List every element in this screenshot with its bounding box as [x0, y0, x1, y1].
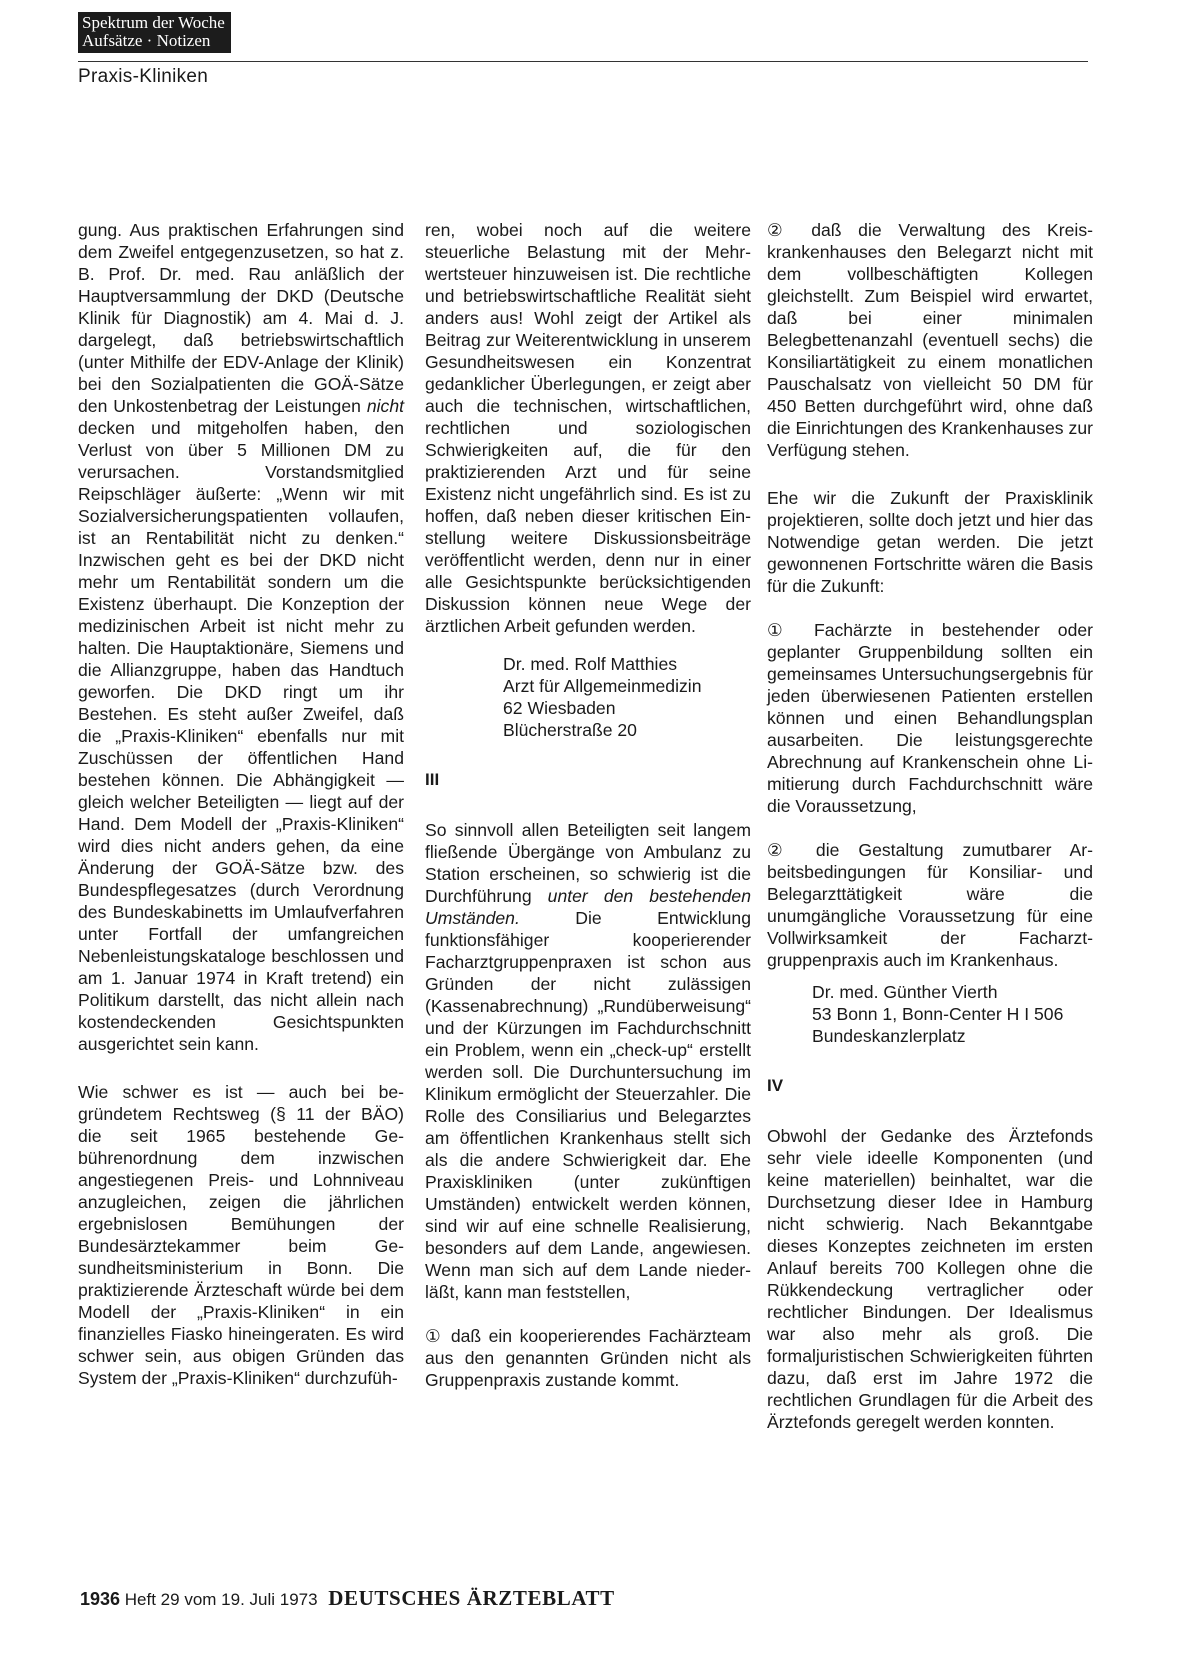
paragraph	[78, 219, 404, 1055]
emphasis: unter den bestehenden Umständen.	[425, 886, 751, 928]
section-tag-line2: Aufsätze · Notizen	[82, 31, 211, 50]
journal-name: DEUTSCHES ÄRZTEBLATT	[328, 1586, 615, 1610]
text-run: gung. Aus praktischen Erfahrungen sind dem Zweifel entgegenzusetzen, so hat z. B. Prof. Dr. med. Rau anläßlich der Hauptversammlung der DKD (Deutsche Klinik für Diagnostik) am 4. Mai d. J. dargelegt, daß betriebswirtschaftlich (unter Mithilfe der EDV-Anlage der Klinik) bei den Sozialpatienten die GOÄ-Sätze den Unkostenbetrag der Leistungen	[78, 220, 404, 416]
paragraph: ② daß die Verwaltung des Kreiskrankenhauses den Belegarzt nicht mit dem vollbeschäftigten Kollegen gleichstellt. Zum Beispiel wird erwartet, daß bei einer minimalen Belegbettenanzahl (eventuell sechs) die Konsiliartätigkeit zu einem monatlichen Pauschalsatz von vielleicht 50 DM für 450 Betten durchgeführt wird, ohne daß die Einrichtungen des Krankenhauses zur Verfügung stehen.	[767, 220, 1093, 460]
paragraph: Ehe wir die Zukunft der Praxisklinik projektieren, sollte doch jetzt und hier das Notwendige getan werden. Die jetzt gewonnenen Fortschritte wären die Basis für die Zukunft:	[767, 488, 1093, 596]
section-heading: III	[425, 770, 440, 789]
page-number: 1936	[80, 1589, 121, 1609]
signature-block	[425, 653, 751, 741]
author-street: Blücherstraße 20	[503, 720, 637, 740]
paragraph: ① Fachärzte in bestehender oder geplanter Gruppenbildung sollten ein gemeinsames Untersuchungsergebnis für jeden überwiesenen Patienten erstellen können und einen Behandlungsplan ausarbeiten. Die leistungsgerechte Abrechnung auf Krankenschein ohne Limitierung durch Fachdurchschnitt wäre die Voraussetzung,	[767, 620, 1093, 816]
column-2	[425, 219, 751, 1391]
author-place: Bundeskanzlerplatz	[812, 1026, 966, 1046]
text-run: Die Entwicklung funktionsfähiger kooperierender Facharztgruppenpraxen ist schon aus Gründen der nicht zulässigen (Kassenabrechnung) „Rundüberweisung“ und der Kürzungen im Fachdurchschnitt ein Problem, wenn ein „check-up“ erstellt werden soll. Die Durchuntersuchung im Klinikum ermöglicht der Steuerzahler. Die Rolle des Consiliarius und Belegarztes am öffentlichen Krankenhaus stellt sich als die andere Schwierigkeit dar. Ehe Praxiskliniken (unter zukünftigen Umständen) entwickelt werden können, sind wir auf eine schnelle Realisierung, besonders auf dem Lande, angewiesen. Wenn man sich auf dem Lande niederläßt, kann man feststellen,	[425, 908, 751, 1302]
page-footer	[80, 1586, 615, 1611]
column-1	[78, 219, 404, 1389]
paragraph	[425, 819, 751, 1303]
paragraph: ② die Gestaltung zumutbarer Arbeitsbedingungen für Konsiliar- und Belegarzttätigkeit wäre die unumgängliche Voraussetzung für eine Vollwirksamkeit der Facharztgruppenpraxis auch im Krankenhaus.	[767, 840, 1093, 970]
section-tag	[78, 12, 231, 53]
author-address: 53 Bonn 1, Bonn-Center H I 506	[812, 1004, 1064, 1024]
section-heading: IV	[767, 1076, 784, 1095]
paragraph: Obwohl der Gedanke des Ärztefonds sehr viele ideelle Komponenten (und keine materiellen) beinhaltet, war die Durchsetzung dieser Idee in Hamburg nicht schwierig. Nach Bekanntgabe dieses Konzeptes zeichneten im ersten Anlauf bereits 700 Kollegen ohne die Rükkendeckung vertraglicher oder rechtlicher Bindungen. Der Idealismus war also mehr als groß. Die formaljuristischen Schwierigkeiten führten dazu, daß erst im Jahre 1972 die rechtlichen Grundlagen für die Arbeit des Ärztefonds geregelt werden konnten.	[767, 1126, 1093, 1432]
signature-block	[767, 981, 1093, 1047]
paragraph: Wie schwer es ist — auch bei begründetem Rechtsweg (§ 11 der BÄO) die seit 1965 bestehende Gebührenordnung dem inzwischen angestiegenen Preis- und Lohnniveau anzugleichen, zeigen die jährlichen ergebnislosen Bemühungen der Bundesärztekammer beim Gesundheitsministerium in Bonn. Die praktizierende Ärzteschaft würde bei dem Modell der „Praxis-Kliniken“ in ein finanzielles Fiasko hineingeraten. Es wird schwer sein, aus obigen Gründen das System der „Praxis-Kliniken“ durchzufüh-	[78, 1082, 404, 1388]
column-3	[767, 219, 1093, 1433]
author-name: Dr. med. Rolf Matthies	[503, 654, 678, 674]
author-city: 62 Wiesbaden	[503, 698, 616, 718]
text-run: So sinnvoll allen Beteiligten seit langem fließende Übergänge von Ambulanz zu Station erscheinen, so schwierig ist die Durchführung	[425, 820, 751, 906]
author-name: Dr. med. Günther Vierth	[812, 982, 998, 1002]
section-tag-line1: Spektrum der Woche	[82, 13, 225, 32]
header-rule	[78, 61, 1088, 62]
paragraph: ① daß ein kooperierendes Fachärzteam aus den genannten Gründen nicht als Gruppenpraxis zustande kommt.	[425, 1326, 751, 1390]
author-role: Arzt für Allgemeinmedizin	[503, 676, 702, 696]
issue-info: Heft 29 vom 19. Juli 1973	[124, 1590, 318, 1609]
text-run: decken und mitgeholfen haben, den Verlust von über 5 Millionen DM zu verursachen. Vorstandsmitglied Reipschläger äußerte: „Wenn wir mit Sozialversicherungspatienten vollaufen, ist an Rentabilität nicht zu denken.“ Inzwischen geht es bei der DKD nicht mehr um Rentabilität sondern um die Existenz überhaupt. Die Konzeption der medizinischen Arbeit ist nicht mehr zu halten. Die Hauptaktionäre, Siemens und die Allianzgruppe, haben das Handtuch geworfen. Die DKD ringt um ihr Bestehen. Es steht außer Zweifel, daß die „Praxis-Kliniken“ ebenfalls nur mit Zuschüssen der öffentlichen Hand bestehen können. Die Abhängigkeit — gleich welcher Beteiligten — liegt auf der Hand. Dem Modell der „Praxis-Kliniken“ wird dies nicht anders gehen, da eine Änderung der GOÄ-Sätze bzw. des Bundespflegesatzes (durch Verordnung des Bundeskabinetts im Umlaufverfahren unter Fortfall der umfangreichen Nebenleistungskataloge beschlossen und am 1. Januar 1974 in Kraft tretend) ein Politikum darstellt, das nicht allein nach kostendeckenden Gesichtspunkten ausgerichtet sein kann.	[78, 418, 404, 1054]
section-title: Praxis-Kliniken	[78, 66, 209, 87]
paragraph: ren, wobei noch auf die weitere steuerliche Belastung mit der Mehrwertsteuer hinzuweisen ist. Die rechtliche und betriebswirtschaftliche Realität sieht anders aus! Wohl zeigt der Artikel als Beitrag zur Weiterentwicklung in unserem Gesundheitswesen ein Konzentrat gedanklicher Überlegungen, er zeigt aber auch die technischen, wirtschaftlichen, rechtlichen und soziologischen Schwierigkeiten auf, die für den praktizierenden Arzt und für seine Existenz nicht ungefährlich sind. Es ist zu hoffen, daß neben dieser kritischen Einstellung weitere Diskussionsbeiträge veröffentlicht werden, denn nur in einer alle Gesichtspunkte berücksichtigenden Diskussion können neue Wege der ärztlichen Arbeit gefunden werden.	[425, 220, 751, 636]
emphasis: nicht	[366, 396, 404, 416]
